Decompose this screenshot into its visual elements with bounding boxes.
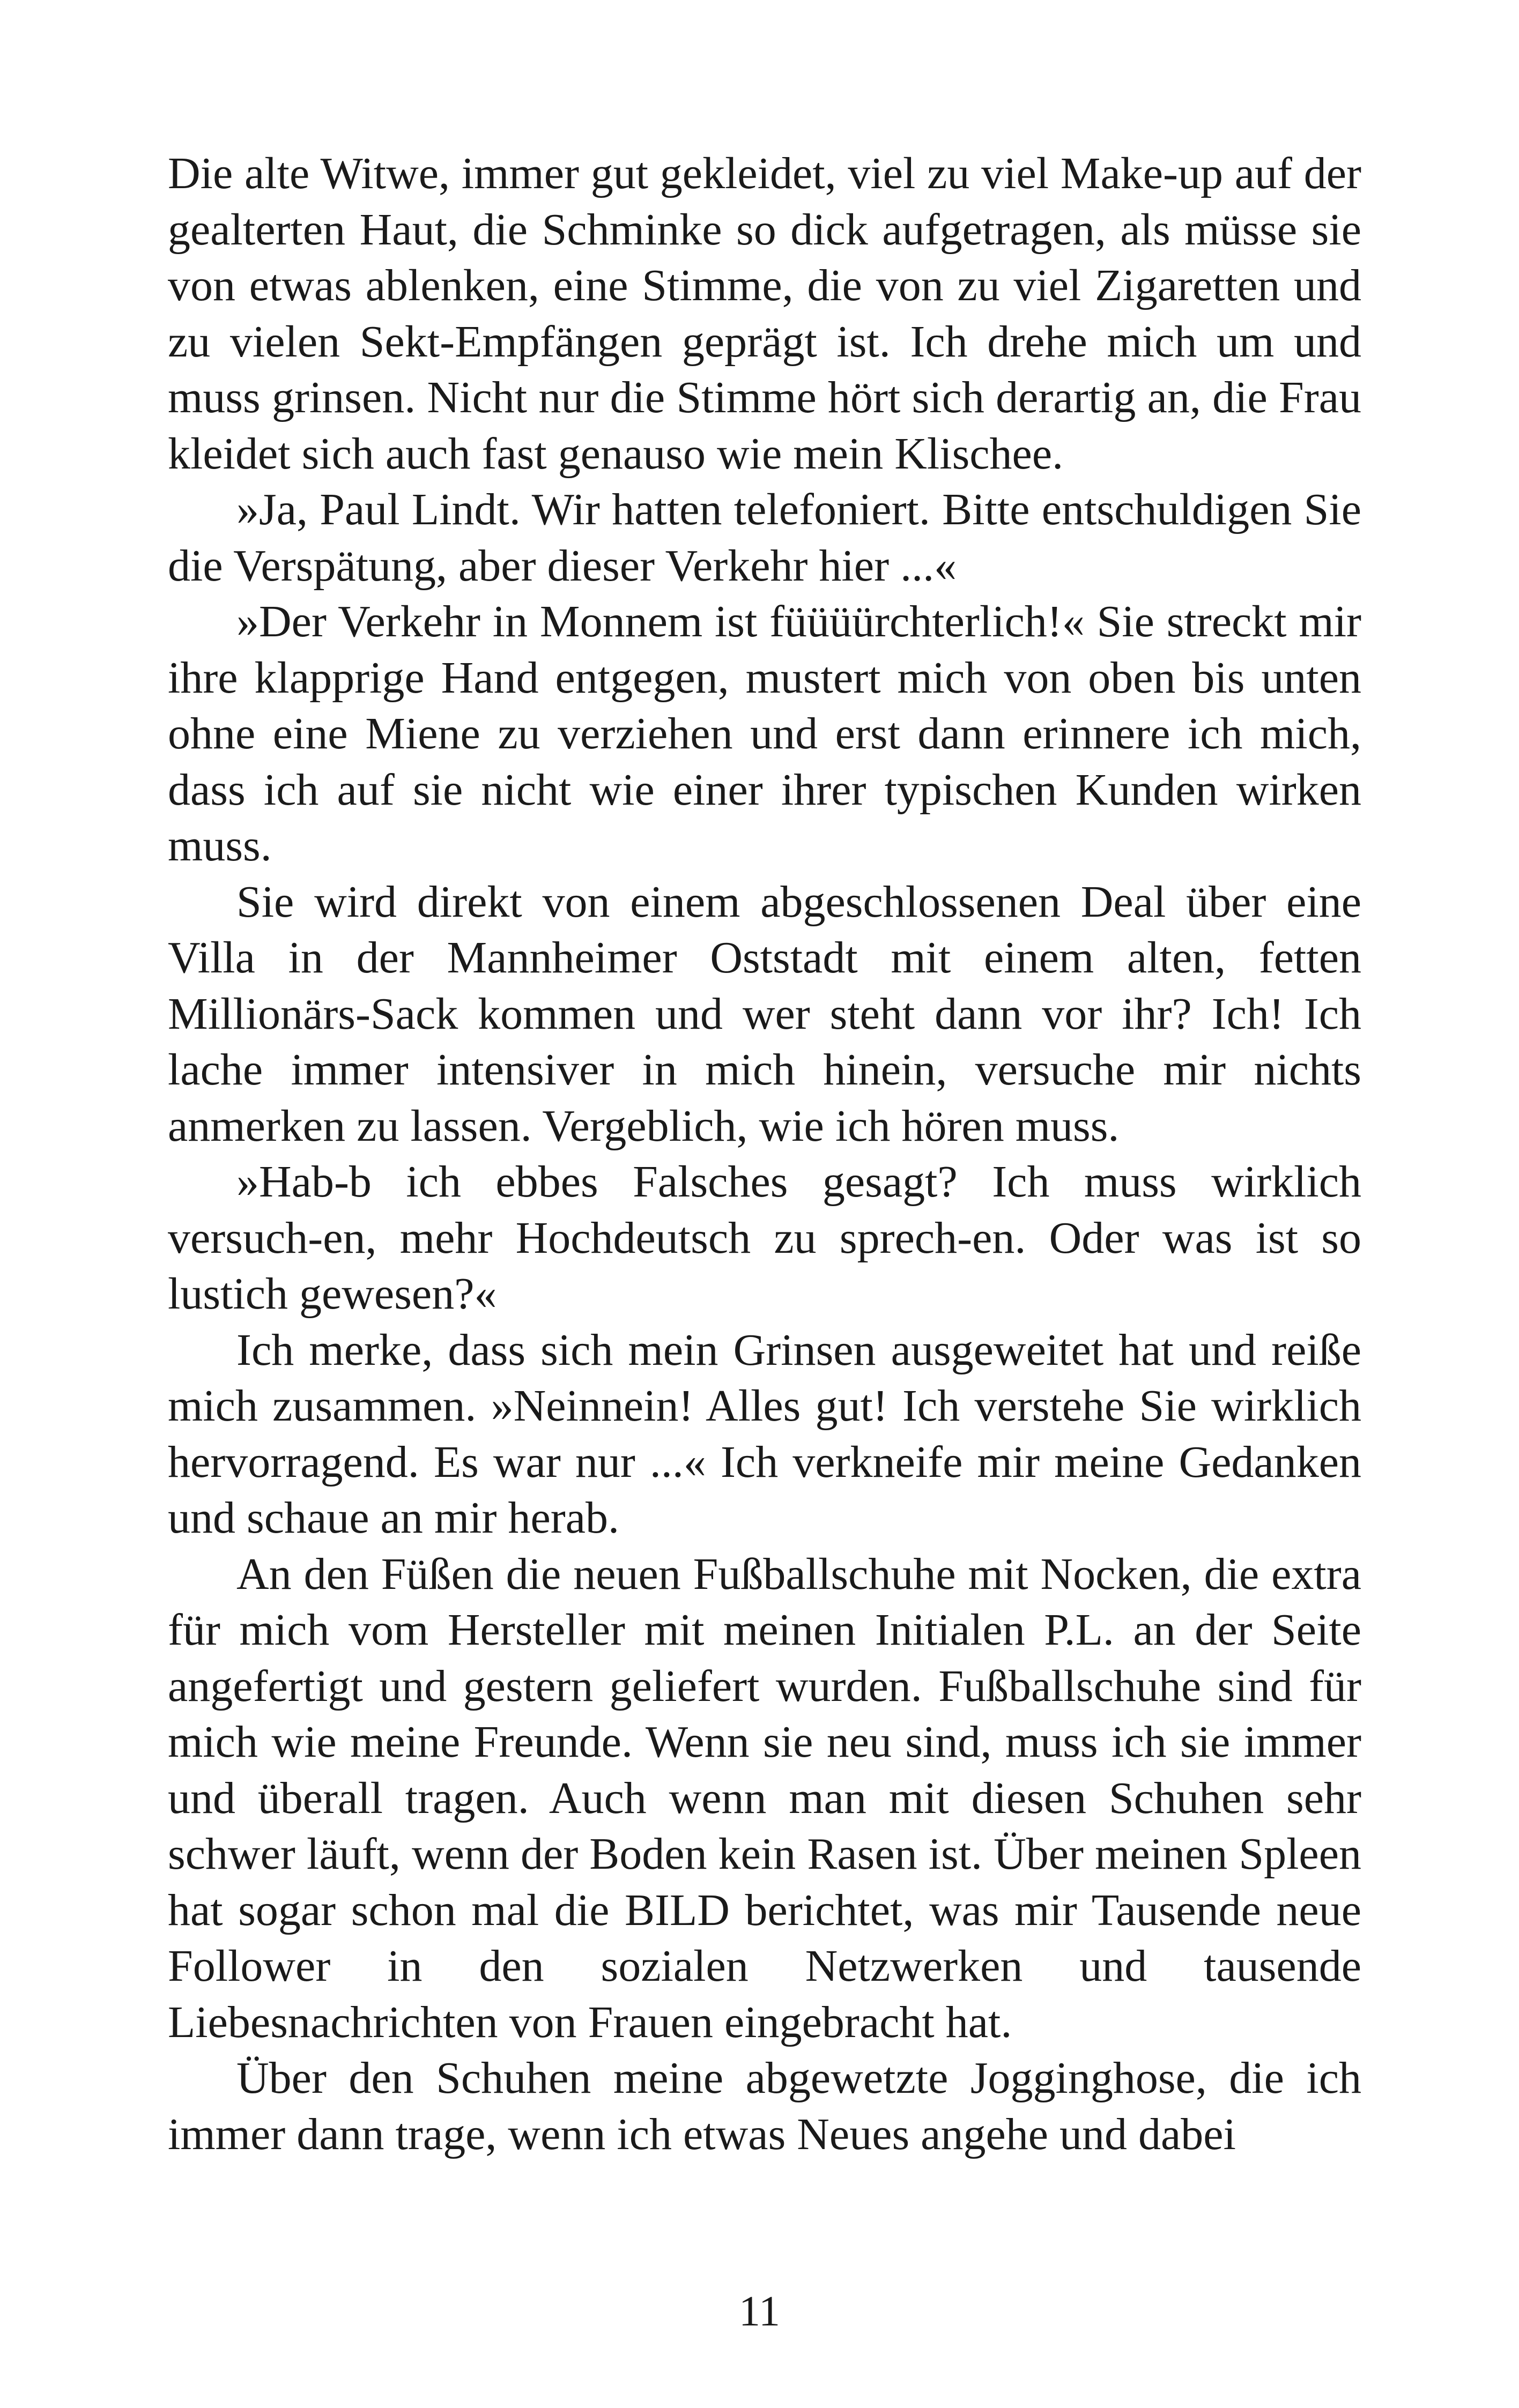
paragraph-4: Sie wird direkt von einem abgeschlossenen Deal über eine Villa in der Mannheimer Oststadt mit einem alten, fetten Millionärs-Sack kommen und wer steht dann vor ihr? Ich! Ich lache immer intensiver in mich hinein, versuche mir nichts anmerken zu lassen. Vergeblich, wie ich hören muss.	[168, 876, 1361, 1151]
paragraph-1: Die alte Witwe, immer gut gekleidet, viel zu viel Make-up auf der gealterten Haut, die Schminke so dick aufgetragen, als müsse sie von etwas ablenken, eine Stimme, die von zu viel Zigaretten und zu vielen Sekt-Empfängen geprägt ist. Ich drehe mich um und muss grinsen. Nicht nur die Stimme hört sich derartig an, die Frau kleidet sich auch fast genauso wie mein Klischee.	[168, 148, 1361, 479]
paragraph-3: »Der Verkehr in Monnem ist füüüürchterlich!« Sie streckt mir ihre klapprige Hand entgegen, mustert mich von oben bis unten ohne eine Miene zu verziehen und erst dann erinnere ich mich, dass ich auf sie nicht wie einer ihrer typischen Kunden wirken muss.	[168, 597, 1361, 871]
paragraph-6: Ich merke, dass sich mein Grinsen ausgeweitet hat und reiße mich zusammen. »Neinnein! Alles gut! Ich verstehe Sie wirklich hervorragend. Es war nur ...« Ich verkneife mir meine Gedanken und schaue an mir herab.	[168, 1325, 1361, 1543]
paragraph-2: »Ja, Paul Lindt. Wir hatten telefoniert. Bitte entschuldigen Sie die Verspätung, aber dieser Verkehr hier ...«	[168, 485, 1361, 591]
paragraph-8: Über den Schuhen meine abgewetzte Jogginghose, die ich immer dann trage, wenn ich etwas Neues angehe und dabei	[168, 2053, 1361, 2159]
paragraph-7: An den Füßen die neuen Fußballschuhe mit Nocken, die extra für mich vom Hersteller mit meinen Initialen P.L. an der Seite angefertigt und gestern geliefert wurden. Fußballschuhe sind für mich wie meine Freunde. Wenn sie neu sind, muss ich sie immer und überall tragen. Auch wenn man mit diesen Schuhen sehr schwer läuft, wenn der Boden kein Rasen ist. Über meinen Spleen hat sogar schon mal die BILD berichtet, was mir Tausende neue Follower in den sozialen Netzwerken und tausende Liebesnachrichten von Frauen eingebracht hat.	[168, 1549, 1361, 2047]
body-text	[168, 146, 1361, 2162]
paragraph-5: »Hab-b ich ebbes Falsches gesagt? Ich muss wirklich versuch-en, mehr Hochdeutsch zu sprech-en. Oder was ist so lustich gewesen?«	[168, 1157, 1361, 1319]
page-number: 11	[738, 2288, 781, 2335]
